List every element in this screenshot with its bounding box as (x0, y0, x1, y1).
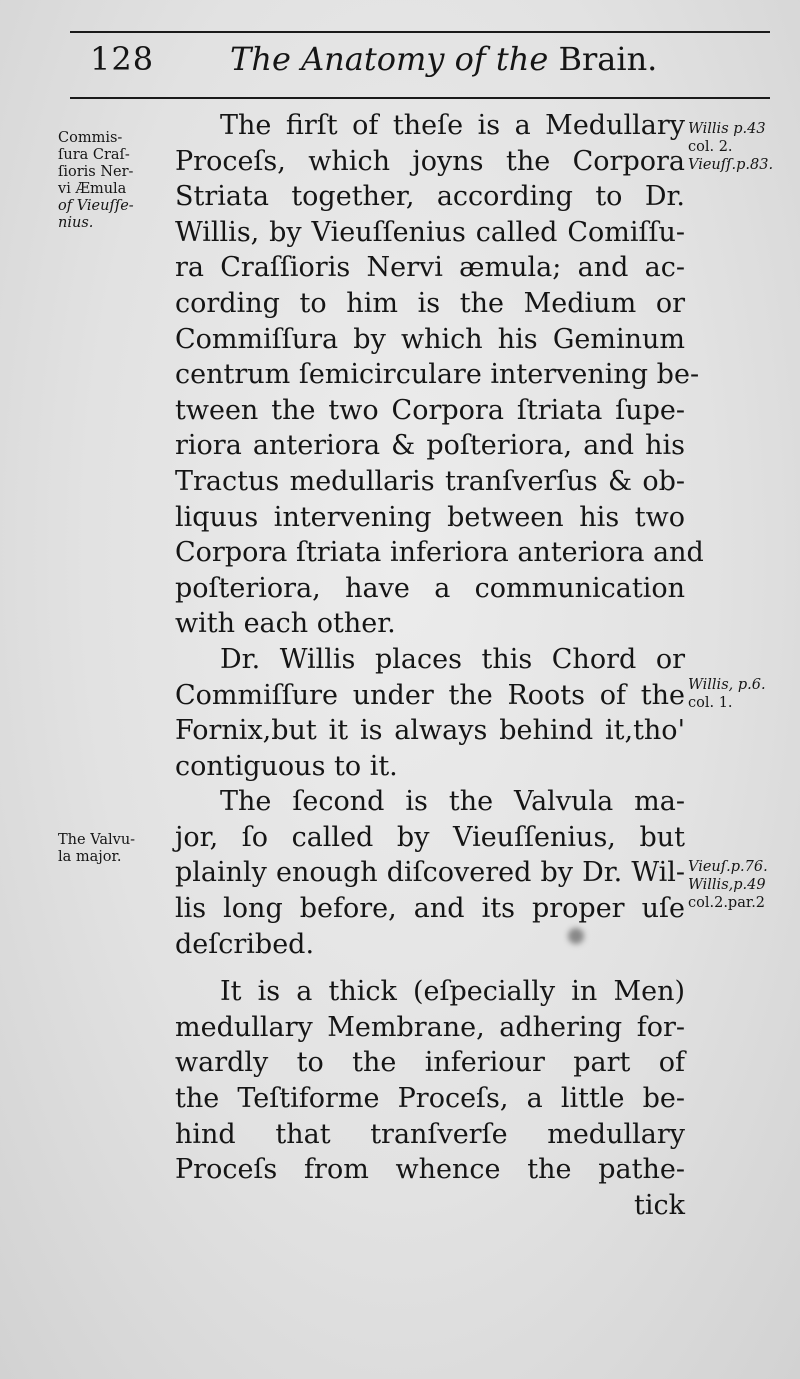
note-line: la major. (58, 849, 122, 865)
text-line: Proceſs from whence the pathe- (175, 1154, 685, 1186)
margin-note-left (58, 832, 170, 866)
note-line: Vieuſ.p.76. (688, 859, 768, 875)
note-line: The Valvu- (58, 832, 136, 848)
text-line: poſteriora, have a communication (175, 572, 685, 604)
text-line: The ſecond is the Valvula ma- (220, 786, 685, 818)
margin-note-right (688, 676, 796, 712)
note-line: nius. (58, 215, 94, 231)
text-line: centrum ſemicirculare intervening be- (175, 359, 700, 391)
text-line: Commiſſura by which his Geminum (175, 323, 685, 355)
text-line: medullary Membrane, adhering for- (175, 1011, 685, 1043)
note-line: of Vieuſſe- (58, 198, 134, 214)
body-text (175, 108, 704, 1223)
text-line: wardly to the inferiour part of (175, 1047, 685, 1079)
text-line: Proceſs, which joyns the Corpora (175, 145, 685, 177)
running-title-italic: The Anatomy of the (230, 40, 549, 78)
note-line: Willis p.43 (688, 121, 766, 137)
text-line: hind that tranſverſe medullary (175, 1118, 685, 1150)
text-line: plainly enough diſcovered by Dr. Wil- (175, 857, 685, 889)
ink-stain (568, 928, 584, 944)
text-line: Fornix,but it is always behind it,tho' (175, 715, 685, 747)
catchword: tick (634, 1189, 685, 1221)
text-line: jor, ſo called by Vieuſſenius, but (175, 821, 685, 853)
text-line: Dr. Willis places this Chord or (220, 643, 685, 675)
text-line: It is a thick (eſpecially in Men) (220, 976, 685, 1008)
page-number: 128 (90, 40, 155, 78)
text-line: The firſt of theſe is a Medullary (220, 110, 685, 141)
paragraph-gap (175, 962, 685, 974)
text-line: liquus intervening between his two (175, 501, 685, 533)
top-rule (70, 31, 770, 33)
note-line: Willis, p.6. (688, 677, 766, 693)
margin-note-right (688, 858, 796, 912)
text-line: contiguous to it. (175, 750, 398, 782)
margin-note-right (688, 120, 796, 174)
paragraph (175, 784, 685, 962)
text-line: tween the two Corpora ſtriata ſupe- (175, 394, 685, 426)
note-line: ſioris Ner- (58, 164, 134, 180)
running-title (230, 40, 657, 78)
note-line: Willis,p.49 (688, 877, 766, 893)
text-line: deſcribed. (175, 928, 315, 960)
note-line: col. 2. (688, 139, 733, 155)
paragraph (175, 108, 704, 642)
note-line: col.2.par.2 (688, 895, 766, 911)
text-line: ra Craſſioris Nervi æmula; and ac- (175, 252, 685, 284)
note-line: col. 1. (688, 695, 733, 711)
paragraph (175, 974, 685, 1223)
text-line: with each other. (175, 608, 396, 640)
header-rule (70, 97, 770, 99)
page-header (90, 34, 740, 84)
margin-note-left (58, 130, 170, 232)
note-line: ſura Craſ- (58, 147, 130, 163)
text-line: Striata together, according to Dr. (175, 181, 685, 213)
text-line: Willis, by Vieuſſenius called Comiſſu- (175, 216, 685, 248)
text-line: the Teſtiforme Proceſs, a little be- (175, 1083, 685, 1115)
note-line: Commis- (58, 130, 123, 146)
text-line: lis long before, and its proper uſe (175, 893, 685, 925)
text-line: Tractus medullaris tranſverſus & ob- (175, 465, 685, 497)
text-line: riora anteriora & poſteriora, and his (175, 430, 685, 462)
text-line: cording to him is the Medium or (175, 287, 685, 319)
text-line: Commiſſure under the Roots of the (175, 679, 685, 711)
note-line: Vieuſſ.p.83. (688, 157, 774, 173)
text-line: Corpora ſtriata inferiora anteriora and (175, 537, 704, 569)
note-line: vi Æmula (58, 181, 127, 197)
paragraph (175, 642, 685, 784)
running-title-roman: Brain. (558, 40, 658, 78)
